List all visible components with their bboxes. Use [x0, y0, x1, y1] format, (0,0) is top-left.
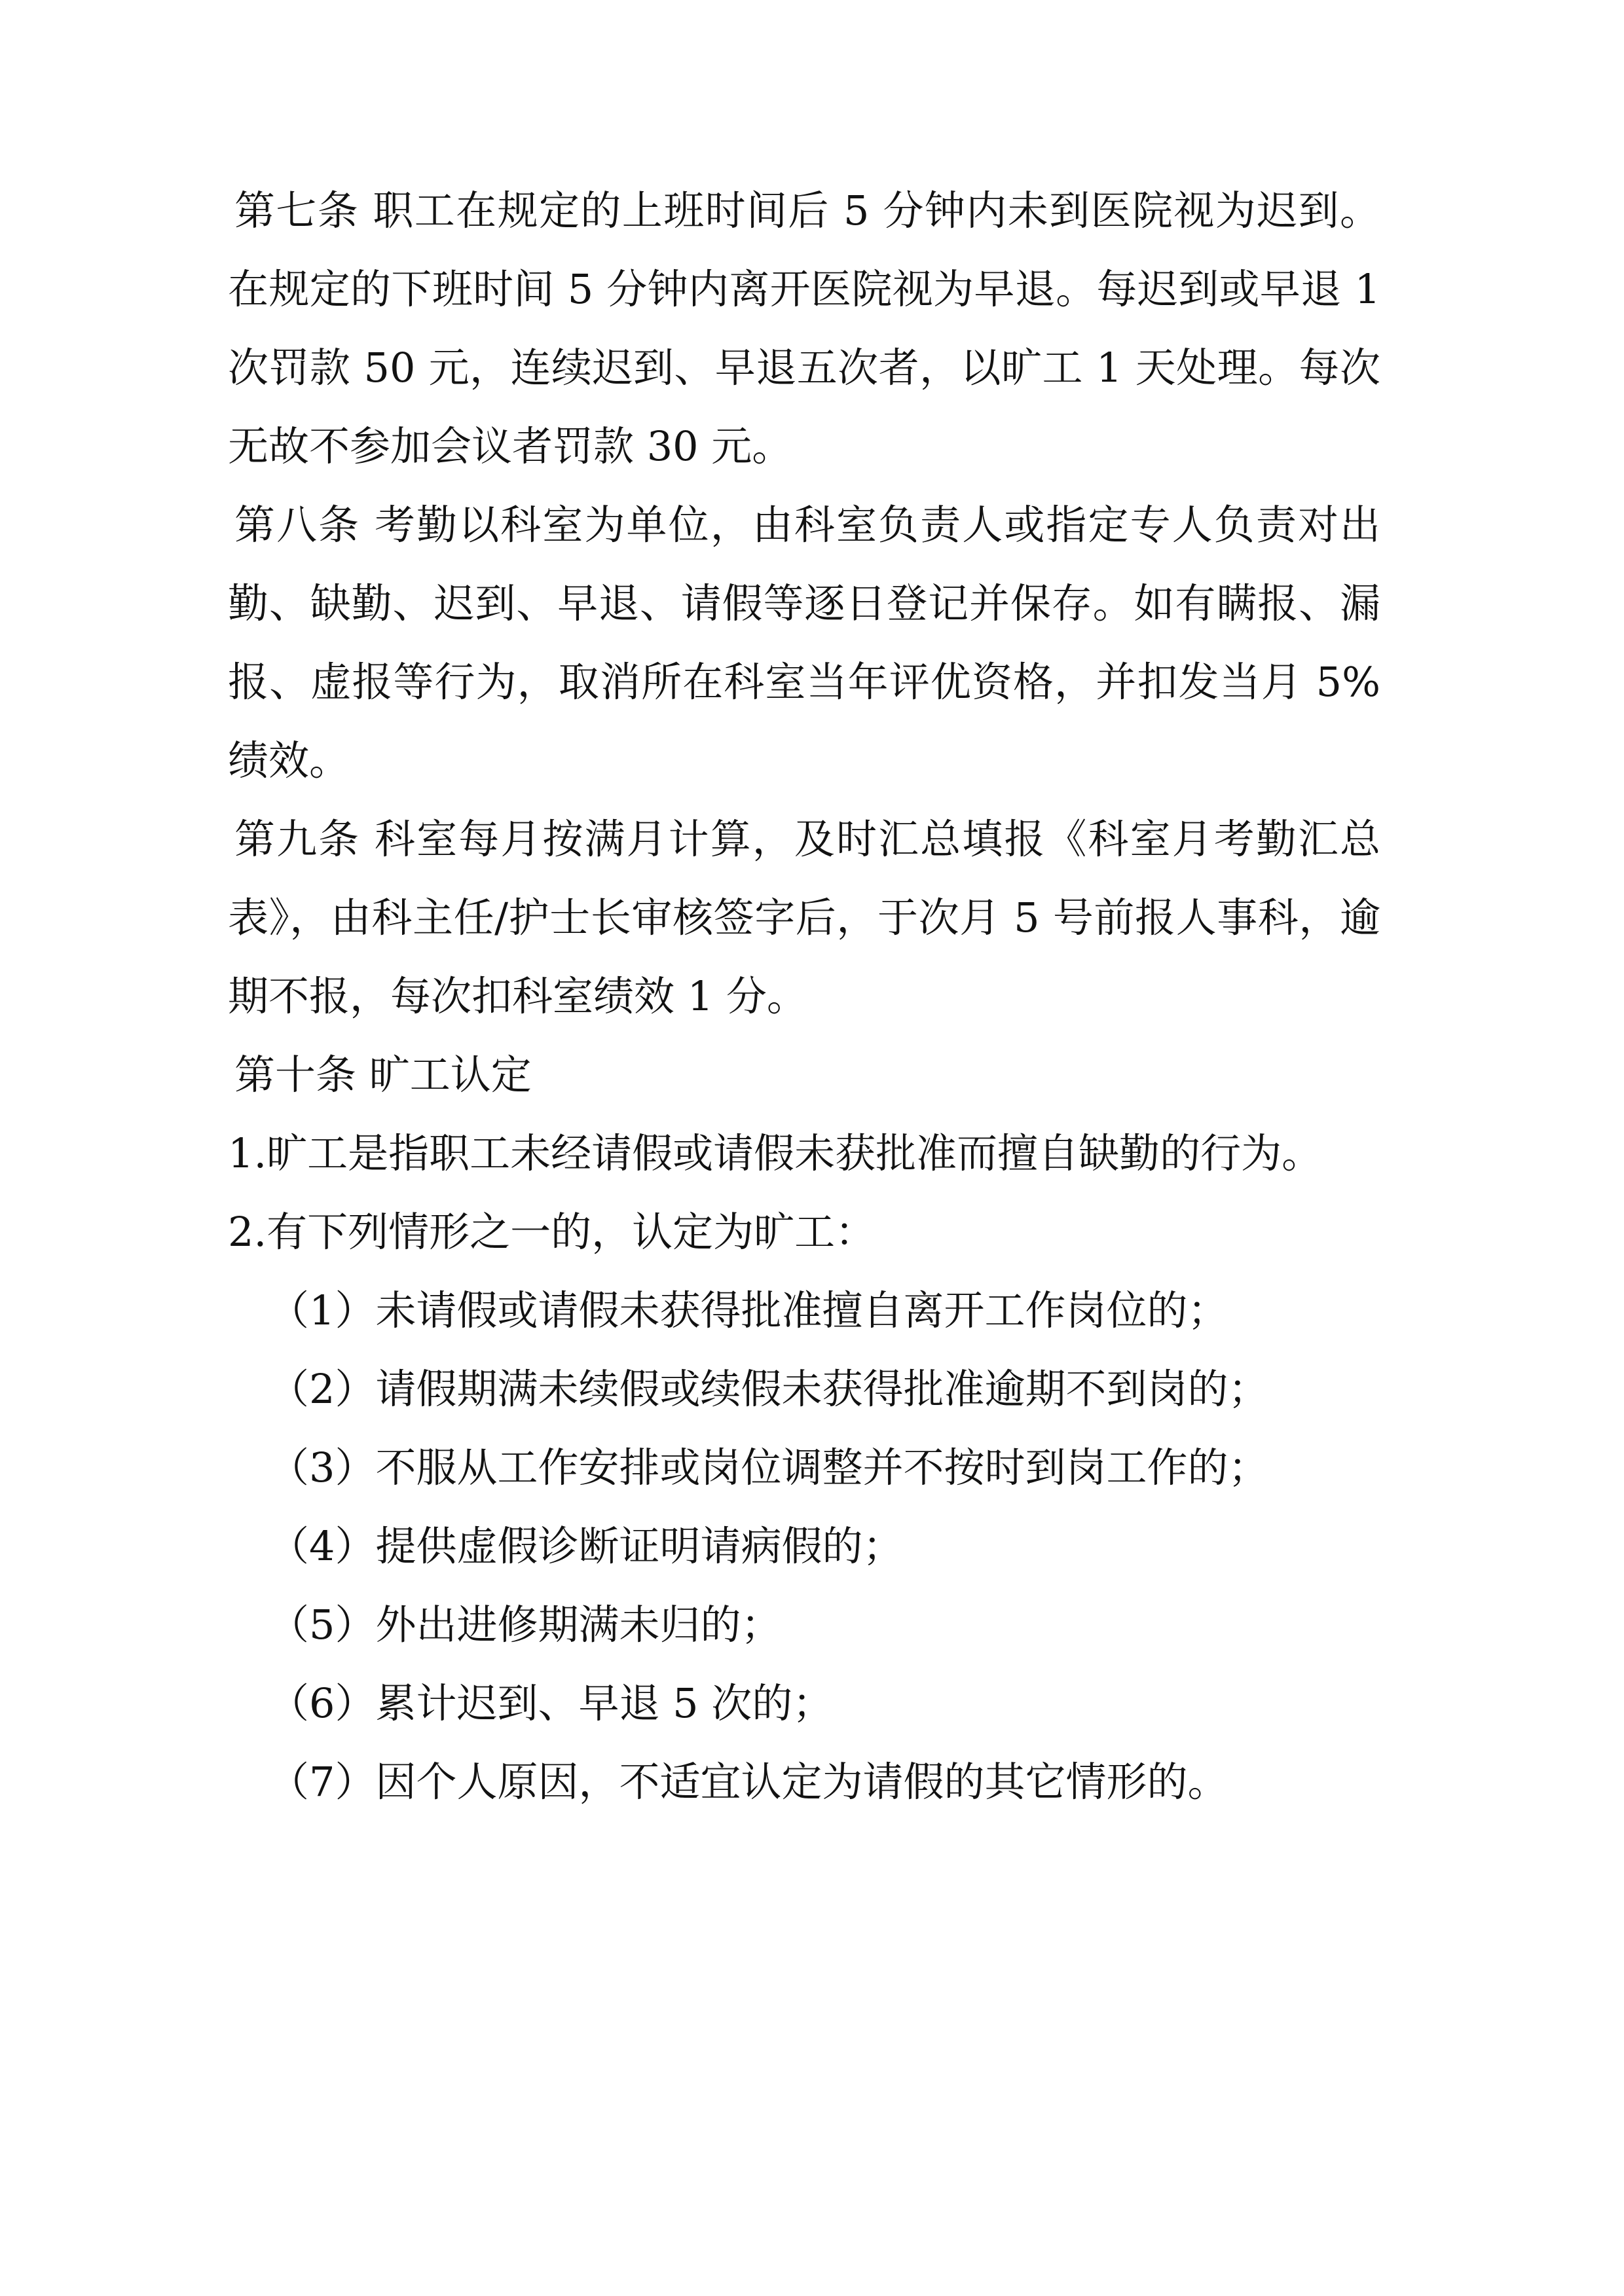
paragraph-subitem-2: （2）请假期满未续假或续假未获得批准逾期不到岗的；: [268, 1365, 1269, 1413]
paragraph-article-10-title: 第十条 旷工认定: [234, 1051, 532, 1099]
document-text-body: [228, 172, 1380, 1821]
paragraph-article-8: 第八条 考勤以科室为单位，由科室负责人或指定专人负责对出勤、缺勤、迟到、早退、请假等逐日登记并保存。如有瞒报、漏报、虚报等行为，取消所在科室当年评优资格，并扣发当月 5%绩效。: [228, 501, 1380, 784]
paragraph-subitem-3: （3）不服从工作安排或岗位调整并不按时到岗工作的；: [268, 1444, 1269, 1491]
paragraph-subitem-4: （4）提供虚假诊断证明请病假的；: [268, 1522, 904, 1570]
paragraph-subitem-7: （7）因个人原因，不适宜认定为请假的其它情形的。: [268, 1758, 1228, 1806]
paragraph-item-1: 1.旷工是指职工未经请假或请假未获批准而擅自缺勤的行为。: [228, 1129, 1323, 1177]
paragraph-item-2: 2.有下列情形之一的，认定为旷工：: [228, 1208, 876, 1256]
paragraph-article-9: 第九条 科室每月按满月计算，及时汇总填报《科室月考勤汇总表》，由科主任/护士长审核签字后，于次月 5 号前报人事科，逾期不报，每次扣科室绩效 1 分。: [228, 815, 1380, 1020]
paragraph-subitem-6: （6）累计迟到、早退 5 次的；: [268, 1679, 834, 1727]
paragraph-subitem-1: （1）未请假或请假未获得批准擅自离开工作岗位的；: [268, 1286, 1228, 1334]
paragraph-article-7: 第七条 职工在规定的上班时间后 5 分钟内未到医院视为迟到。在规定的下班时间 5 分钟内离开医院视为早退。每迟到或早退 1 次罚款 50 元，连续迟到、早退五次者，以旷工 1 天处理。每次无故不参加会议者罚款 30 元。: [228, 187, 1380, 470]
paragraph-subitem-5: （5）外出进修期满未归的；: [268, 1601, 782, 1649]
